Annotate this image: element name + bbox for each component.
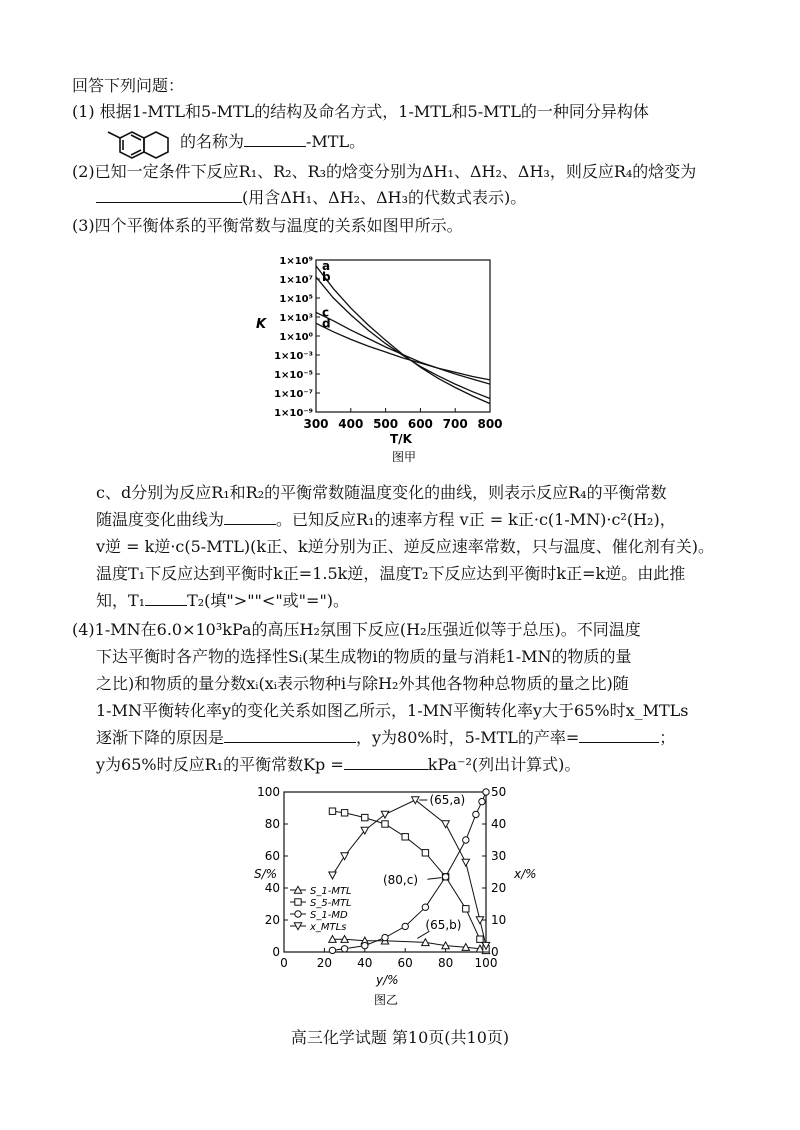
q2-text-2: (用含ΔH₁、ΔH₂、ΔH₃的代数式表示)。	[96, 188, 526, 208]
annotation-80c: (80,c)	[382, 873, 419, 887]
y-left-tick-label: 80	[264, 817, 280, 831]
point-S_5-MTL	[463, 906, 469, 912]
y-tick-label: 1×10⁻⁵	[274, 370, 313, 381]
point-x_MTLs	[329, 872, 336, 879]
intro-text: 回答下列问题：	[72, 76, 185, 95]
figure-jia-caption: 图甲	[392, 450, 417, 464]
point-S_1-MD	[479, 798, 485, 804]
q3-line2: 随温度变化曲线为 。已知反应R₁的速率方程 v正 = k正·c(1-MN)·c²(H₂)，	[96, 510, 676, 529]
point-S_1-MD	[442, 874, 448, 880]
q2-answer-blank[interactable]	[96, 188, 242, 203]
x-tick-label: 40	[357, 956, 373, 970]
figure-jia	[250, 250, 510, 475]
curve-c	[316, 312, 490, 384]
y-left-tick-label: 40	[264, 881, 280, 895]
q4-kp-blank[interactable]	[344, 755, 428, 770]
legend-label: x_MTLs	[310, 922, 347, 933]
y-tick-label: 1×10⁻⁹	[274, 408, 313, 419]
curve-d	[316, 323, 490, 380]
figure-jia-xlabel: T/K	[390, 432, 412, 446]
annotation-arrow	[417, 931, 429, 938]
q2-text: (2)已知一定条件下反应R₁、R₂、R₃的焓变分别为ΔH₁、ΔH₂、ΔH₃，则反应R₄的焓变为	[72, 162, 697, 181]
annotation-65b: (65,b)	[425, 917, 462, 932]
q3-line5: 知，T₁ T₂(填">""<"或"=")。	[96, 591, 350, 610]
point-S_1-MD	[422, 904, 428, 910]
y-tick-label: 1×10⁰	[279, 332, 313, 343]
y-right-tick-label: 40	[491, 817, 507, 831]
x-tick-label: 700	[442, 417, 468, 431]
legend-label: S_5-MTL	[310, 898, 352, 909]
point-S_5-MTL	[329, 808, 335, 814]
y-left-tick-label: 0	[272, 945, 280, 959]
legend-marker	[295, 899, 301, 905]
x-tick-label: 60	[397, 956, 413, 970]
point-S_1-MD	[463, 837, 469, 843]
legend-label: S_1-MD	[310, 910, 348, 921]
q3-curve-blank[interactable]	[224, 510, 276, 525]
x-tick-label: 100	[474, 956, 498, 970]
y-right-tick-label: 30	[491, 849, 507, 863]
point-S_5-MTL	[477, 936, 483, 942]
point-S_1-MD	[402, 923, 408, 929]
point-S_5-MTL	[402, 834, 408, 840]
y-right-tick-label: 20	[491, 881, 507, 895]
x-tick-label: 300	[303, 417, 329, 431]
legend-marker	[295, 911, 301, 917]
y-tick-label: 1×10³	[279, 313, 313, 324]
curve-b	[316, 277, 490, 399]
q1-text-name: 的名称为 -MTL。	[180, 132, 366, 151]
point-x_MTLs	[341, 853, 348, 860]
y-tick-label: 1×10⁵	[279, 294, 313, 305]
x-tick-label: 80	[437, 956, 454, 970]
curve-label-d: d	[322, 316, 331, 331]
y-tick-label: 1×10⁻³	[274, 351, 313, 362]
q4-line5: 逐渐下降的原因是 ，y为80%时，5-MTL的产率= ；	[96, 728, 676, 747]
q4-yield-blank[interactable]	[579, 728, 659, 743]
y-right-tick-label: 50	[491, 785, 507, 799]
q3-text: (3)四个平衡体系的平衡常数与温度的关系如图甲所示。	[72, 216, 463, 235]
curve-a	[316, 266, 490, 404]
y-tick-label: 1×10⁹	[279, 256, 313, 267]
figure-jia-ylabel: K	[256, 317, 267, 332]
x-tick-label: 0	[280, 956, 288, 970]
y-right-tick-label: 0	[491, 945, 499, 959]
curve-label-c: c	[322, 305, 330, 320]
point-x_MTLs	[462, 859, 469, 866]
point-S_1-MD	[483, 789, 489, 795]
q4-line3: 之比)和物质的量分数xᵢ(xᵢ表示物种i与除H₂外其他各物种总物质的量之比)随	[96, 674, 629, 693]
q4-line2: 下达平衡时各产物的选择性Sᵢ(某生成物i的物质的量与消耗1-MN的物质的量	[96, 647, 632, 666]
x-tick-label: 600	[407, 417, 433, 431]
q4-line6: y为65%时反应R₁的平衡常数Kp = kPa⁻²(列出计算式)。	[96, 755, 581, 774]
figure-yi-ylabel-right: x/%	[514, 867, 537, 881]
q4-line4: 1-MN平衡转化率y的变化关系如图乙所示，1-MN平衡转化率y大于65%时x_MTLs	[96, 701, 689, 720]
q3-line4: 温度T₁下反应达到平衡时k正=1.5k逆，温度T₂下反应达到平衡时k正=k逆。由此推	[96, 564, 686, 583]
point-S_1-MD	[473, 811, 479, 817]
y-left-tick-label: 20	[264, 913, 280, 927]
q3-line3: v逆 = k逆·c(5-MTL)(k正、k逆分别为正、逆反应速率常数，只与温度、催化剂有关)。	[96, 537, 714, 556]
q4-reason-blank[interactable]	[224, 728, 356, 743]
point-S_1-MD	[329, 947, 335, 953]
curve-label-b: b	[322, 269, 331, 284]
annotation-65a: (65,a)	[429, 793, 466, 807]
legend-label: S_1-MTL	[310, 886, 352, 897]
x-tick-label: 500	[373, 417, 399, 431]
point-x_MTLs	[442, 821, 449, 828]
x-tick-label: 400	[338, 417, 364, 431]
point-S_1-MD	[341, 946, 347, 952]
figure-yi-xlabel: y/%	[376, 973, 399, 987]
y-tick-label: 1×10⁷	[279, 275, 313, 286]
point-S_1-MD	[382, 934, 388, 940]
q1-text: (1) 根据1-MTL和5-MTL的结构及命名方式，1-MTL和5-MTL的一种同分异构体	[72, 102, 649, 121]
figure-yi-ylabel-left: S/%	[254, 867, 278, 881]
page-footer: 高三化学试题 第10页(共10页)	[290, 1028, 510, 1047]
q4-line1: (4)1-MN在6.0×10³kPa的高压H₂氛围下反应(H₂压强近似等于总压)。不同温度	[72, 620, 641, 639]
q3-compare-blank[interactable]	[145, 591, 187, 606]
y-left-tick-label: 100	[257, 785, 280, 799]
q3-line1: c、d分别为反应R₁和R₂的平衡常数随温度变化的曲线，则表示反应R₄的平衡常数	[96, 483, 667, 502]
y-left-tick-label: 60	[264, 849, 280, 863]
q1-answer-blank[interactable]	[244, 132, 306, 147]
point-S_5-MTL	[341, 810, 347, 816]
figure-yi	[248, 782, 538, 1014]
x-tick-label: 800	[477, 417, 503, 431]
y-tick-label: 1×10⁻⁷	[274, 389, 313, 400]
point-S_5-MTL	[422, 850, 428, 856]
figure-yi-caption: 图乙	[374, 993, 399, 1007]
annotation-arrow	[427, 878, 441, 880]
point-S_1-MD	[362, 942, 368, 948]
point-S_5-MTL	[382, 821, 388, 827]
curve-label-a: a	[322, 258, 331, 273]
y-right-tick-label: 10	[491, 913, 507, 927]
point-S_5-MTL	[362, 814, 368, 820]
x-tick-label: 20	[316, 956, 333, 970]
